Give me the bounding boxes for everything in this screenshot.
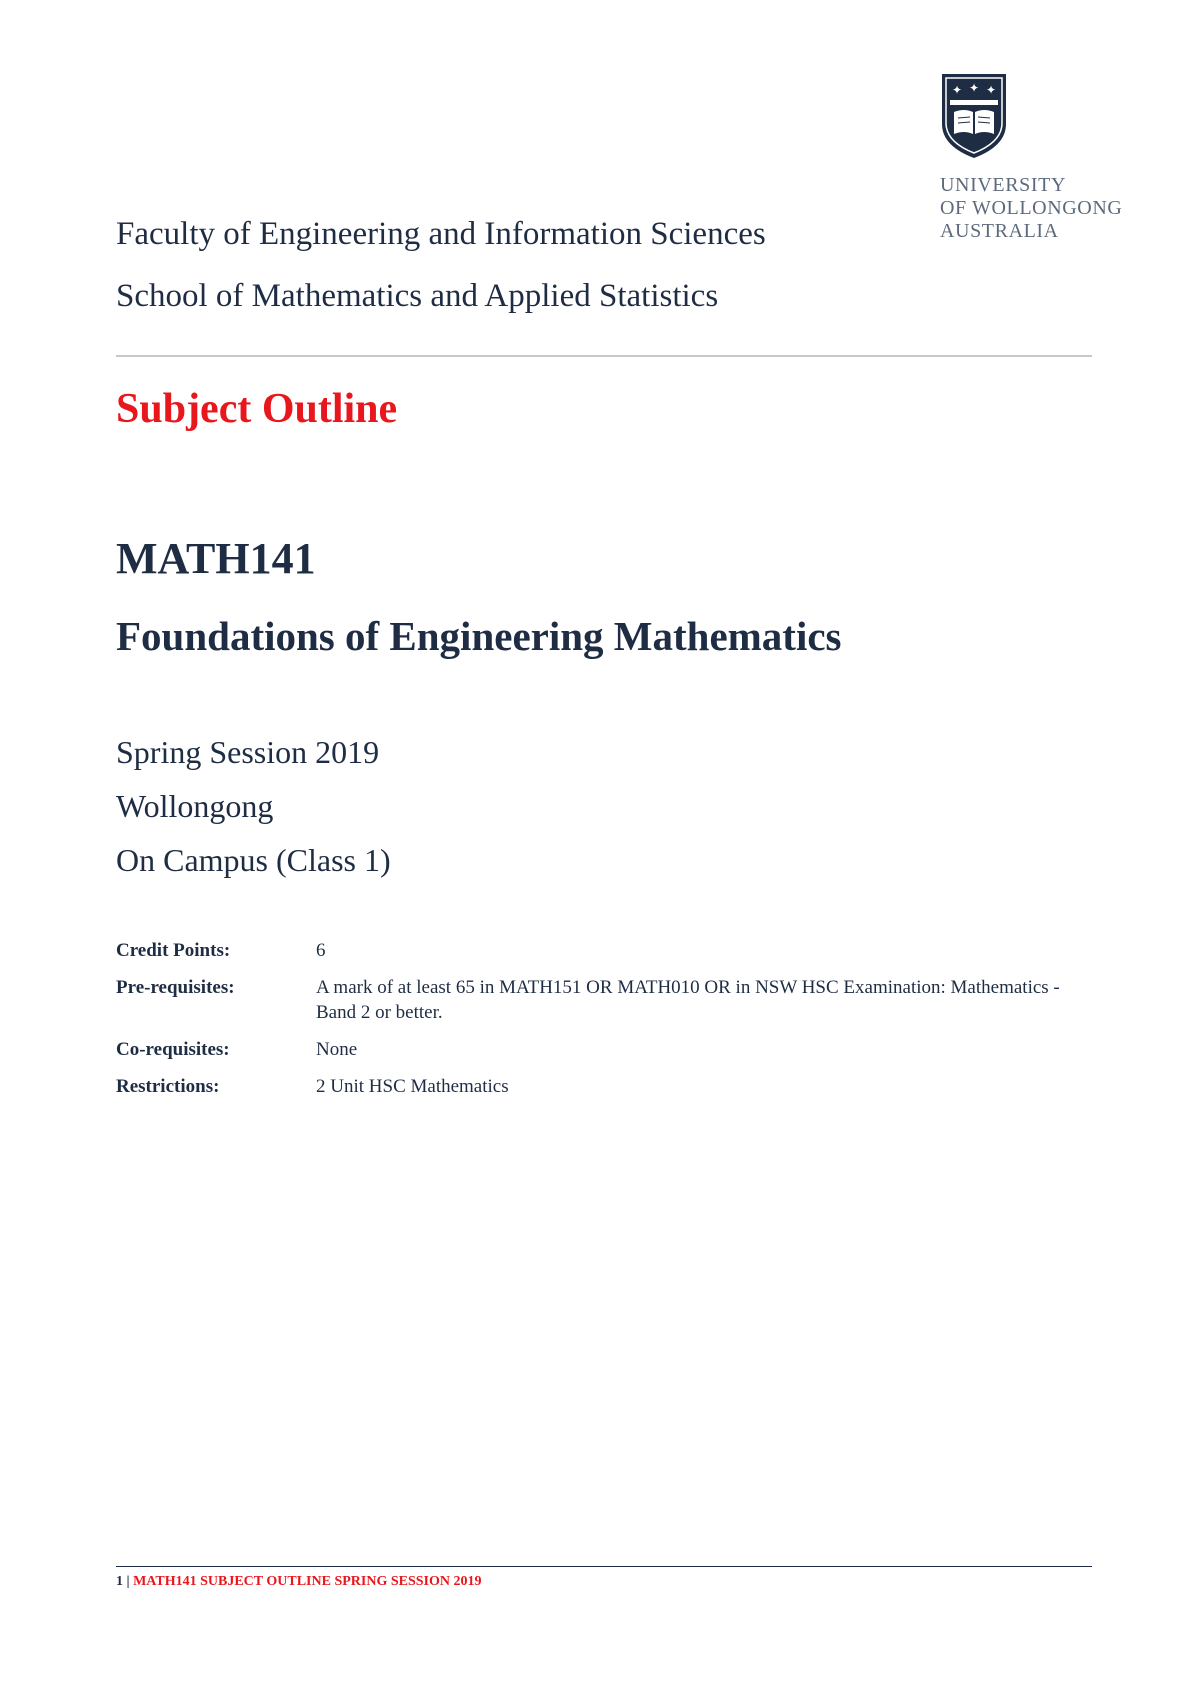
detail-label: Pre-requisites: — [116, 977, 235, 998]
detail-value: 6 — [316, 940, 326, 961]
detail-label: Credit Points: — [116, 940, 231, 961]
detail-label: Restrictions: — [116, 1076, 220, 1097]
detail-value: 2 Unit HSC Mathematics — [316, 1076, 509, 1097]
delivery-mode: On Campus (Class 1) — [116, 842, 391, 878]
subject-details — [116, 938, 1096, 1111]
footer-text: MATH141 SUBJECT OUTLINE SPRING SESSION 2019 — [133, 1574, 482, 1589]
logo-line-1: UNIVERSITY — [940, 174, 1066, 196]
detail-value: A mark of at least 65 in MATH151 OR MATH010 OR in NSW HSC Examination: Mathematics - Band 2 or better. — [316, 977, 1060, 1023]
session: Spring Session 2019 — [116, 734, 380, 770]
crest-icon — [940, 72, 1008, 160]
svg-text:✦: ✦ — [968, 81, 980, 95]
detail-row — [116, 1037, 1096, 1062]
campus: Wollongong — [116, 788, 274, 824]
logo-line-3: AUSTRALIA — [940, 220, 1059, 242]
subject-name: Foundations of Engineering Mathematics — [116, 613, 842, 659]
detail-row — [116, 1074, 1096, 1099]
school-name: School of Mathematics and Applied Statistics — [116, 278, 719, 314]
footer-separator: | — [126, 1574, 130, 1589]
document-type-heading: Subject Outline — [116, 386, 398, 432]
logo-wordmark — [940, 174, 1170, 243]
detail-label: Co-requisites: — [116, 1039, 230, 1060]
logo-line-2: OF WOLLONGONG — [940, 197, 1123, 219]
page-footer — [116, 1574, 482, 1590]
detail-row — [116, 938, 1096, 963]
detail-row — [116, 975, 1096, 1025]
header-divider — [116, 355, 1092, 357]
svg-text:✦: ✦ — [985, 83, 997, 97]
footer-divider — [116, 1566, 1092, 1567]
subject-code: MATH141 — [116, 534, 316, 583]
page-number: 1 — [116, 1574, 123, 1589]
detail-value: None — [316, 1039, 358, 1060]
faculty-name: Faculty of Engineering and Information Sciences — [116, 216, 766, 252]
svg-text:✦: ✦ — [951, 83, 963, 97]
